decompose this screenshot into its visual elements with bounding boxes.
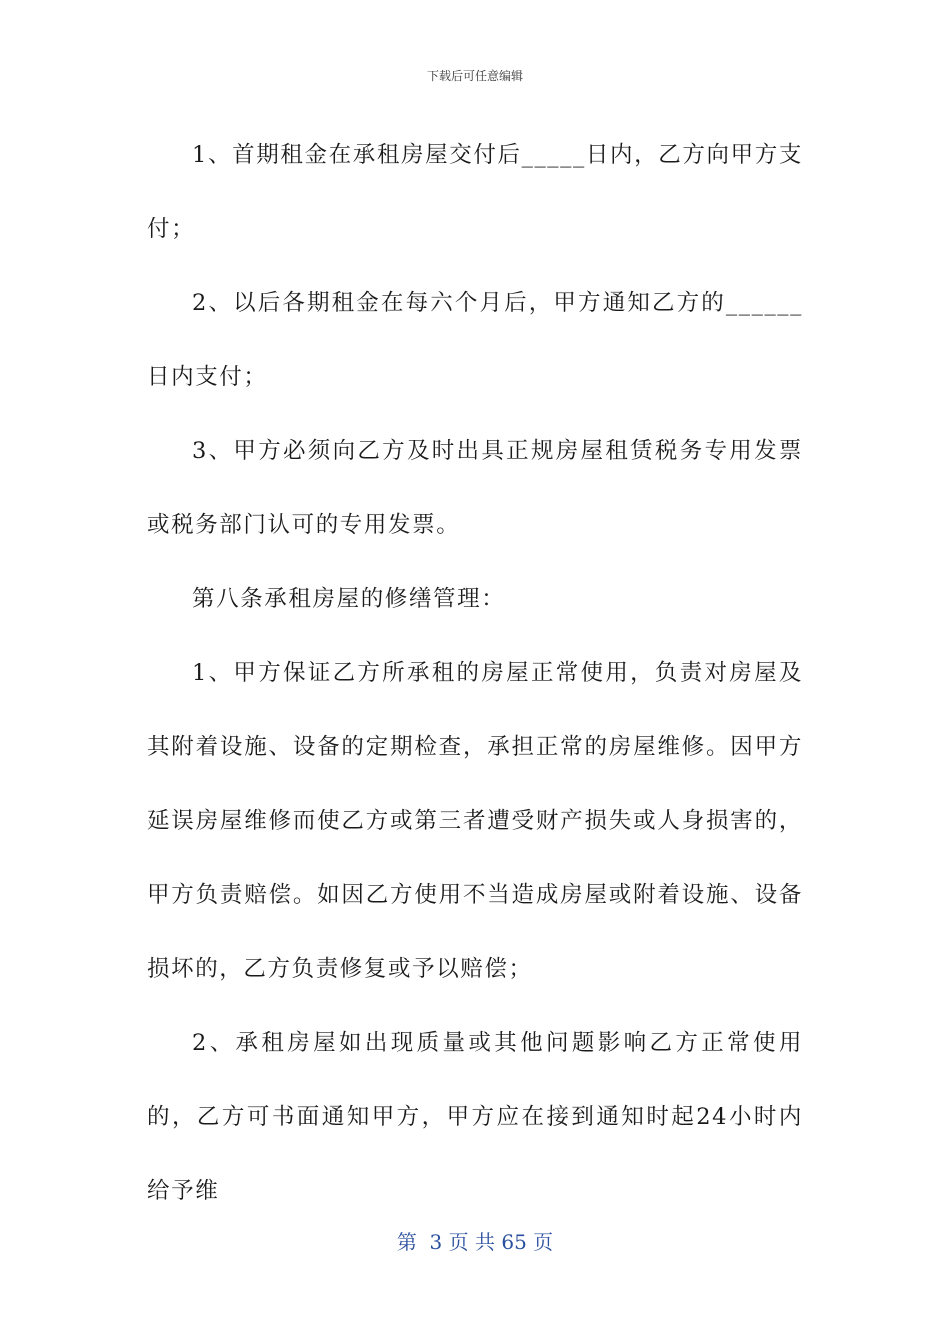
section-heading-article-eight: 第八条承租房屋的修缮管理： bbox=[192, 586, 506, 612]
page-number-footer bbox=[0, 1226, 950, 1255]
paragraph-rent-later-payments: 2、以后各期租金在每六个月后，甲方通知乙方的______日内支付； bbox=[147, 290, 803, 390]
paragraph-repair-responsibility: 1、甲方保证乙方所承租的房屋正常使用，负责对房屋及其附着设施、设备的定期检查，承担正常的房屋维修。因甲方延误房屋维修而使乙方或第三者遭受财产损失或人身损害的，甲方负责赔偿。如因乙方使用不当造成房屋或附着设施、设备损坏的，乙方负责修复或予以赔偿； bbox=[147, 660, 803, 982]
paragraph-rent-first-payment: 1、首期租金在承租房屋交付后_____日内，乙方向甲方支付； bbox=[147, 142, 803, 242]
page-number-text: 第 3 页 共 65 页 bbox=[396, 1230, 554, 1254]
document-body bbox=[147, 118, 803, 1228]
page-header: 下载后可任意编辑 bbox=[426, 69, 523, 83]
paragraph-quality-issues: 2、承租房屋如出现质量或其他问题影响乙方正常使用的，乙方可书面通知甲方，甲方应在接到通知时起24小时内给予维 bbox=[147, 1030, 803, 1204]
paragraph-invoice: 3、甲方必须向乙方及时出具正规房屋租赁税务专用发票或税务部门认可的专用发票。 bbox=[147, 438, 803, 538]
